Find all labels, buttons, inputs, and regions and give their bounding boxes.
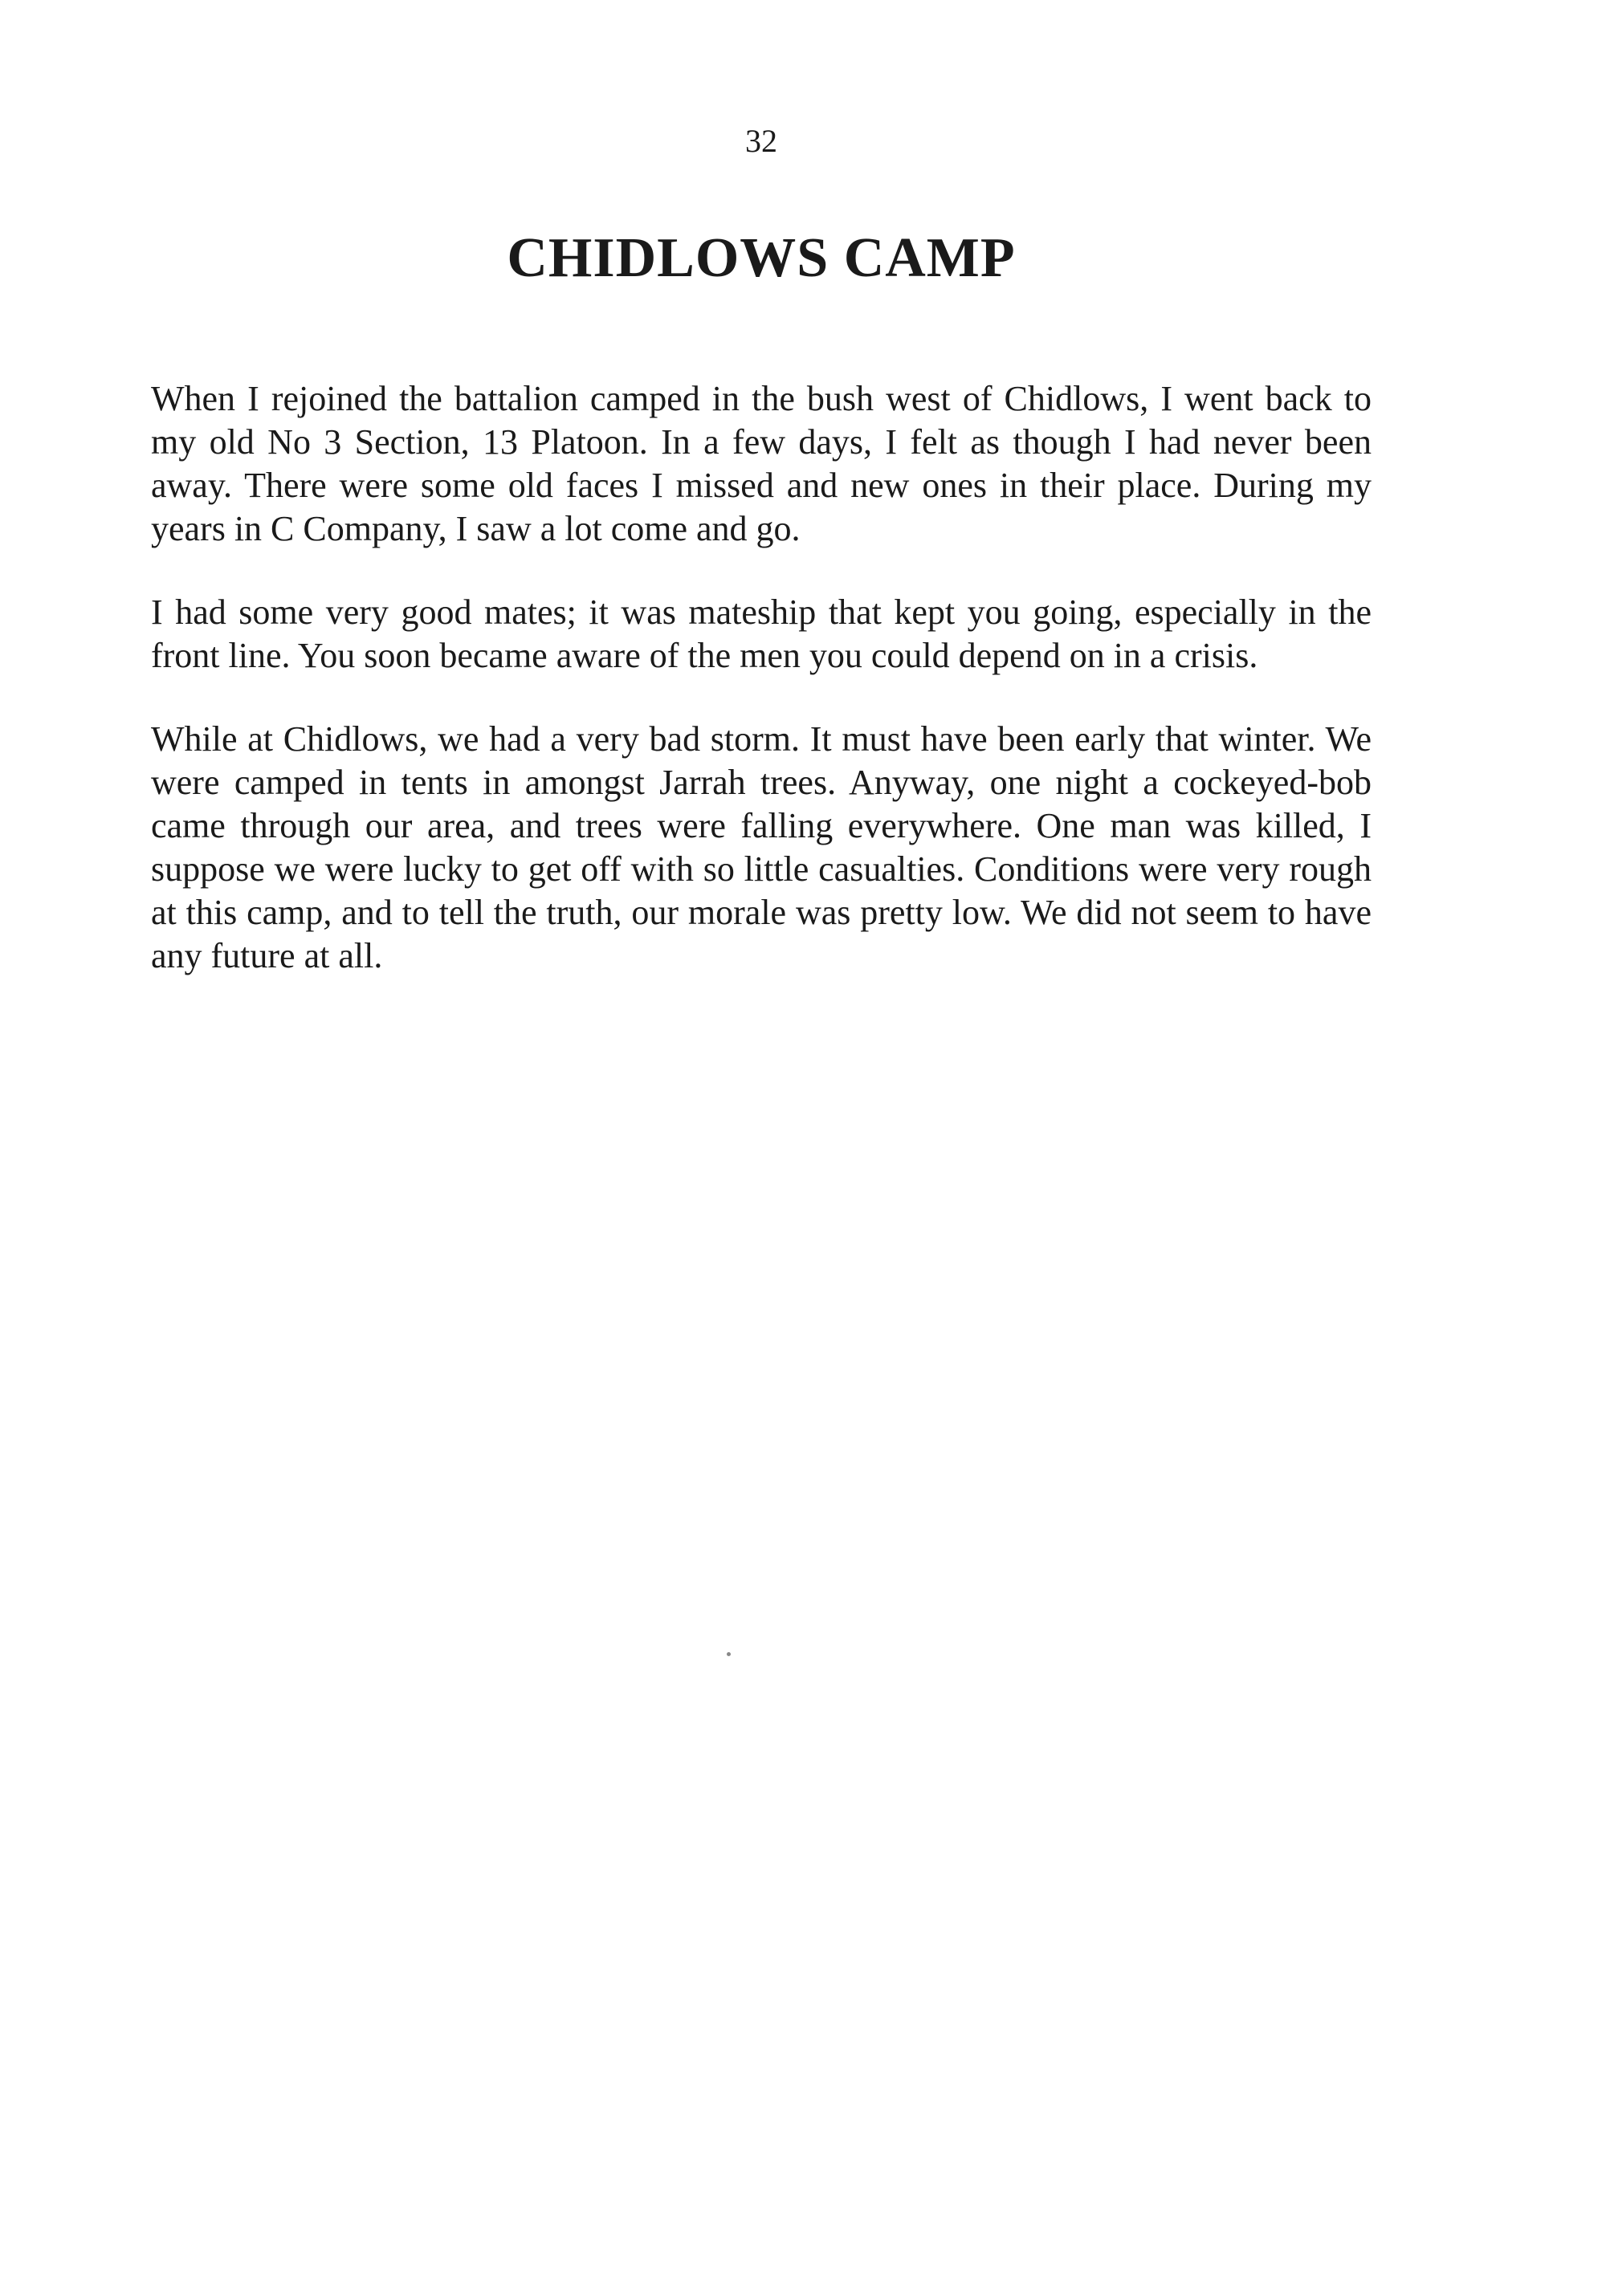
page-title: CHIDLOWS CAMP [507, 227, 1016, 289]
page-number: 32 [745, 123, 777, 159]
paragraph-1: When I rejoined the battalion camped in the bush west of Chidlows, I went back to my old No 3 Section, 13 Platoon. In a few days, I felt as though I had never been away. There were some old faces I missed and new ones in their place. During my years in C Company, I saw a lot come and go. [151, 379, 1372, 548]
scan-speck [727, 1652, 731, 1656]
paragraph-3: While at Chidlows, we had a very bad storm. It must have been early that winter. We were camped in tents in amongst Jarrah trees. Anyway, one night a cockeyed-bob came through our area, and trees were falling everywhere. One man was killed, I suppose we were lucky to get off with so little casualties. Conditions were very rough at this camp, and to tell the truth, our morale was pretty low. We did not seem to have any future at all. [151, 719, 1372, 975]
paragraph-2: I had some very good mates; it was mateship that kept you going, especially in the front line. You soon became aware of the men you could depend on in a crisis. [151, 592, 1372, 675]
body-text [151, 377, 1372, 1018]
